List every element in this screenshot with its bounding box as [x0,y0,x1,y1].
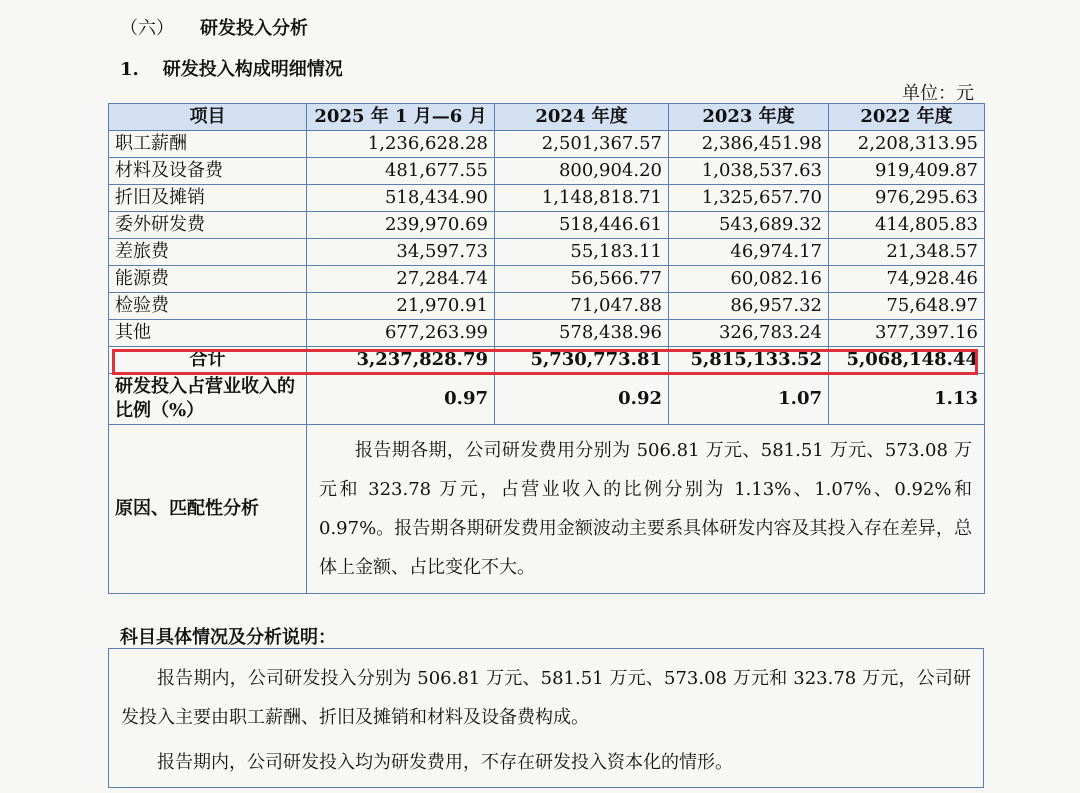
row-label: 其他 [109,320,307,347]
subsection-heading [120,55,343,81]
row-value: 21,348.57 [829,239,985,266]
total-label: 合计 [109,347,307,374]
header-2024: 2024 年度 [495,104,669,131]
ratio-value: 0.97 [307,374,495,425]
row-value: 414,805.83 [829,212,985,239]
unit-label: 单位：元 [902,83,974,104]
row-value: 518,446.61 [495,212,669,239]
row-value: 56,566.77 [495,266,669,293]
row-value: 578,438.96 [495,320,669,347]
row-value: 377,397.16 [829,320,985,347]
row-value: 74,928.46 [829,266,985,293]
row-value: 1,148,818.71 [495,185,669,212]
table-row [109,239,985,266]
total-value: 5,068,148.44 [829,347,985,374]
total-value: 5,815,133.52 [669,347,829,374]
ratio-row [109,374,985,425]
ratio-value: 0.92 [495,374,669,425]
row-value: 34,597.73 [307,239,495,266]
section-heading [120,14,308,40]
total-row [109,347,985,374]
explanation-paragraph: 报告期内，公司研发投入分别为 506.81 万元、581.51 万元、573.08 万元和 323.78 万元，公司研发投入主要由职工薪酬、折旧及摊销和材料及设备费构成。 [121,668,971,728]
ratio-value: 1.07 [669,374,829,425]
table-row [109,185,985,212]
explanation-title: 科目具体情况及分析说明： [120,627,336,648]
table-row [109,212,985,239]
row-value: 46,974.17 [669,239,829,266]
reason-text: 报告期各期，公司研发费用分别为 506.81 万元、581.51 万元、573.08 万元和 323.78 万元，占营业收入的比例分别为 1.13%、1.07%、0.92%和 0.97%。报告期各期研发费用金额波动主要系具体研发内容及其投入存在差异，总体上金额、占比变化不大。 [307,425,985,594]
row-label: 折旧及摊销 [109,185,307,212]
row-label: 职工薪酬 [109,131,307,158]
row-value: 481,677.55 [307,158,495,185]
rd-expense-table [108,103,985,594]
table-header-row [109,104,985,131]
row-value: 677,263.99 [307,320,495,347]
row-value: 1,325,657.70 [669,185,829,212]
row-value: 518,434.90 [307,185,495,212]
table-row [109,158,985,185]
row-value: 919,409.87 [829,158,985,185]
row-label: 检验费 [109,293,307,320]
row-label: 能源费 [109,266,307,293]
table-row [109,293,985,320]
header-item: 项目 [109,104,307,131]
table-row [109,266,985,293]
header-2025h1: 2025 年 1 月—6 月 [307,104,495,131]
reason-row [109,425,985,594]
row-value: 1,236,628.28 [307,131,495,158]
ratio-label: 研发投入占营业收入的比例（%） [109,374,307,425]
row-value: 800,904.20 [495,158,669,185]
header-2022: 2022 年度 [829,104,985,131]
row-value: 71,047.88 [495,293,669,320]
total-value: 5,730,773.81 [495,347,669,374]
subsection-title: 研发投入构成明细情况 [162,59,343,80]
explanation-paragraph: 报告期内，公司研发投入均为研发费用，不存在研发投入资本化的情形。 [157,752,733,773]
row-value: 27,284.74 [307,266,495,293]
section-title: 研发投入分析 [200,18,308,39]
row-value: 543,689.32 [669,212,829,239]
row-value: 976,295.63 [829,185,985,212]
section-number: （六） [120,18,174,39]
row-label: 材料及设备费 [109,158,307,185]
row-value: 1,038,537.63 [669,158,829,185]
row-value: 55,183.11 [495,239,669,266]
row-value: 326,783.24 [669,320,829,347]
row-value: 86,957.32 [669,293,829,320]
table-row [109,131,985,158]
row-label: 委外研发费 [109,212,307,239]
total-value: 3,237,828.79 [307,347,495,374]
row-value: 2,501,367.57 [495,131,669,158]
row-value: 2,386,451.98 [669,131,829,158]
row-label: 差旅费 [109,239,307,266]
table-row [109,320,985,347]
row-value: 75,648.97 [829,293,985,320]
ratio-value: 1.13 [829,374,985,425]
row-value: 239,970.69 [307,212,495,239]
row-value: 60,082.16 [669,266,829,293]
row-value: 21,970.91 [307,293,495,320]
row-value: 2,208,313.95 [829,131,985,158]
explanation-box [108,648,984,788]
subsection-number: 1. [120,59,139,80]
reason-label: 原因、匹配性分析 [109,425,307,594]
header-2023: 2023 年度 [669,104,829,131]
